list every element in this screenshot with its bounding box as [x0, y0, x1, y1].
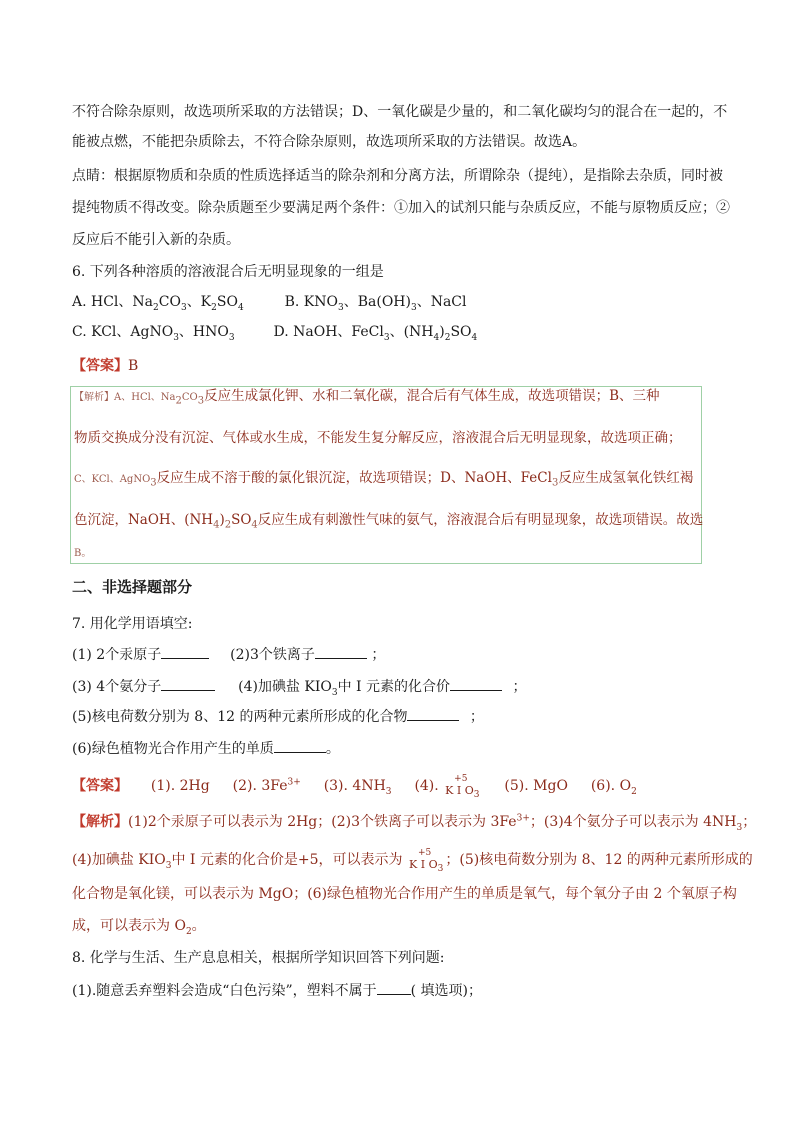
question-7-part-1-2: (1) 2个汞原子 (2)3个铁离子 ；	[72, 644, 385, 665]
answer-blank[interactable]	[450, 676, 502, 691]
tip-line: 点睛：根据原物质和杂质的性质选择适当的除杂剂和分离方法，所谓除杂（提纯），是指除去杂质，同时被	[72, 168, 723, 184]
question-7-part-6: (6)绿色植物光合作用产生的单质 。	[72, 738, 340, 759]
question-6-answer: 【答案】B	[72, 358, 139, 374]
question-8-stem: 8. 化学与生活、生产息息相关，根据所学知识回答下列问题:	[72, 950, 445, 966]
answer-blank[interactable]	[161, 644, 209, 659]
question-7-part-5: (5)核电荷数分别为 8、12 的两种元素所形成的化合物 ；	[72, 706, 484, 727]
question-6-options-cd: C. KCl、AgNO$_3$、$HNO_3$ D. NaOH、FeCl$_3$、$(NH_4)_2SO_4$	[72, 324, 478, 343]
section-heading: 二、非选择题部分	[72, 578, 193, 596]
analysis-line: 色沉淀，NaOH、$(NH_4)_2SO_4$反应生成有刺激性气味的氨气，溶液混合后有明显现象，故选项错误。故选	[74, 512, 704, 531]
tip-line: 提纯物质不得改变。除杂质题至少要满足两个条件：①加入的试剂只能与杂质反应，不能与原物质反应；②	[72, 200, 730, 216]
answer-blank[interactable]	[161, 676, 215, 691]
question-8-part-1: (1).随意丢弃塑料会造成“白色污染”，塑料不属于 ( 填选项)；	[72, 980, 482, 1001]
question-7-analysis-line: (4)加碘盐 $KIO_3$中 I 元素的化合价是+5，可以表示为 +5 K I $O_3$；(5)核电荷数分别为 8、12 的两种元素所形成的	[72, 848, 753, 875]
question-7-part-3-4: (3) 4个氨分子 (4)加碘盐 $KIO_3$中 I 元素的化合价 ；	[72, 676, 526, 697]
text-line: 能被点燃，不能把杂质除去，不符合除杂原则，故选项所采取的方法错误。故选A。	[72, 134, 587, 150]
kio3-valence-formula: +5 K I $O_3$	[445, 774, 480, 801]
answer-blank[interactable]	[407, 706, 459, 721]
kio3-valence-formula: +5 K I $O_3$	[409, 848, 444, 875]
question-7-analysis-line: 【解析】(1)2个汞原子可以表示为 2Hg；(2)3个铁离子可以表示为 $3Fe^{3+}$；(3)4个氨分子可以表示为 $4NH_3$；	[72, 813, 757, 833]
question-7-analysis-line: 化合物是氧化镁，可以表示为 MgO；(6)绿色植物光合作用产生的单质是氧气，每个氧分子由 2 个氧原子构	[72, 886, 737, 902]
analysis-line: B。	[74, 548, 92, 559]
tip-line: 反应后不能引入新的杂质。	[72, 232, 240, 248]
answer-blank[interactable]	[274, 738, 326, 753]
question-7-answer: 【答案】 (1). 2Hg (2). $3Fe^{3+}$ (3). $4NH_3$ (4). +5 K I $O_3$ (5). MgO (6). $O_2$	[72, 774, 637, 801]
analysis-line: 物质交换成分没有沉淀、气体或水生成，不能发生复分解反应，溶液混合后无明显现象，故选项正确；	[74, 430, 682, 446]
analysis-line: 【解析】A、HCl、$Na_2CO_3$反应生成氯化钾、水和二氧化碳，混合后有气体生成，故选项错误；B、三种	[74, 388, 660, 407]
question-7-analysis-line: 成，可以表示为 $O_2$。	[72, 918, 206, 937]
question-6-options-ab: A. HCl、$Na_2CO_3$、$K_2SO_4$ B. $KNO_3$、$Ba(OH)_3$、NaCl	[72, 294, 467, 313]
question-6-stem: 6. 下列各种溶质的溶液混合后无明显现象的一组是	[72, 264, 384, 280]
question-7-stem: 7. 用化学用语填空:	[72, 616, 193, 632]
text-line: 不符合除杂原则，故选项所采取的方法错误；D、一氧化碳是少量的，和二氧化碳均匀的混合在一起的，不	[72, 104, 728, 120]
answer-blank[interactable]	[377, 980, 411, 995]
analysis-line: C、KCl、AgNO$_3$反应生成不溶于酸的氯化银沉淀，故选项错误；D、NaOH、FeCl$_3$反应生成氢氧化铁红褐	[74, 470, 694, 489]
answer-blank[interactable]	[315, 644, 367, 659]
